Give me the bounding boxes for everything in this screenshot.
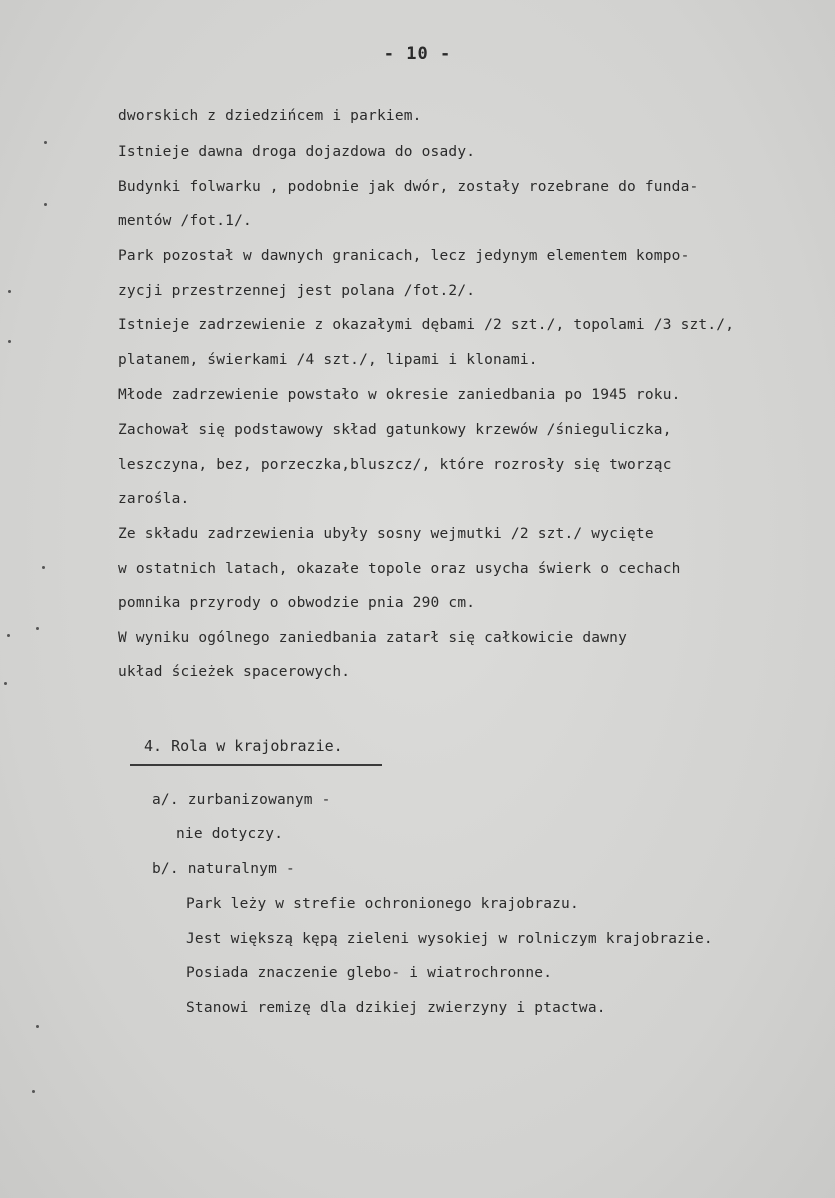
body-line: Młode zadrzewienie powstało w okresie zaniedbania po 1945 roku. <box>118 387 681 403</box>
body-line: W wyniku ogólnego zaniedbania zatarł się całkowicie dawny <box>118 630 627 646</box>
body-line: Istnieje zadrzewienie z okazałymi dębami /2 szt./, topolami /3 szt./, <box>118 317 735 333</box>
body-line: Budynki folwarku , podobnie jak dwór, zostały rozebrane do funda- <box>118 179 699 195</box>
section-line: nie dotyczy. <box>176 826 284 842</box>
body-line: zycji przestrzennej jest polana /fot.2/. <box>118 283 476 299</box>
body-line: Istnieje dawna droga dojazdowa do osady. <box>118 144 476 160</box>
scan-speck <box>8 290 11 293</box>
body-line: zarośla. <box>118 491 190 507</box>
section-line: a/. zurbanizowanym - <box>152 792 331 808</box>
body-line: platanem, świerkami /4 szt./, lipami i klonami. <box>118 352 538 368</box>
section-line: b/. naturalnym - <box>152 861 295 877</box>
scan-speck <box>4 682 7 685</box>
body-line: układ ścieżek spacerowych. <box>118 664 351 680</box>
scan-speck <box>7 634 10 637</box>
scan-speck <box>44 141 47 144</box>
scan-speck <box>36 627 39 630</box>
scan-speck <box>8 340 11 343</box>
body-line: Park pozostał w dawnych granicach, lecz jedynym elementem kompo- <box>118 248 690 264</box>
body-line: Ze składu zadrzewienia ubyły sosny wejmutki /2 szt./ wycięte <box>118 526 654 542</box>
scan-speck <box>44 203 47 206</box>
body-line: dworskich z dziedzińcem i parkiem. <box>118 108 422 124</box>
scan-speck <box>36 1025 39 1028</box>
scan-speck <box>32 1090 35 1093</box>
section-line: Park leży w strefie ochronionego krajobrazu. <box>186 896 579 912</box>
scan-speck <box>42 566 45 569</box>
body-line: mentów /fot.1/. <box>118 213 252 229</box>
body-line: w ostatnich latach, okazałe topole oraz usycha świerk o cechach <box>118 561 681 577</box>
page-number: - 10 - <box>383 44 452 64</box>
body-line: Zachował się podstawowy skład gatunkowy krzewów /śnieguliczka, <box>118 422 672 438</box>
body-line: pomnika przyrody o obwodzie pnia 290 cm. <box>118 595 476 611</box>
body-line: leszczyna, bez, porzeczka,bluszcz/, które rozrosły się tworząc <box>118 457 672 473</box>
section-heading: 4. Rola w krajobrazie. <box>130 736 382 766</box>
section-line: Posiada znaczenie glebo- i wiatrochronne. <box>186 965 553 981</box>
section-line: Jest większą kępą zieleni wysokiej w rolniczym krajobrazie. <box>186 931 713 947</box>
section-line: Stanowi remizę dla dzikiej zwierzyny i ptactwa. <box>186 1000 606 1016</box>
